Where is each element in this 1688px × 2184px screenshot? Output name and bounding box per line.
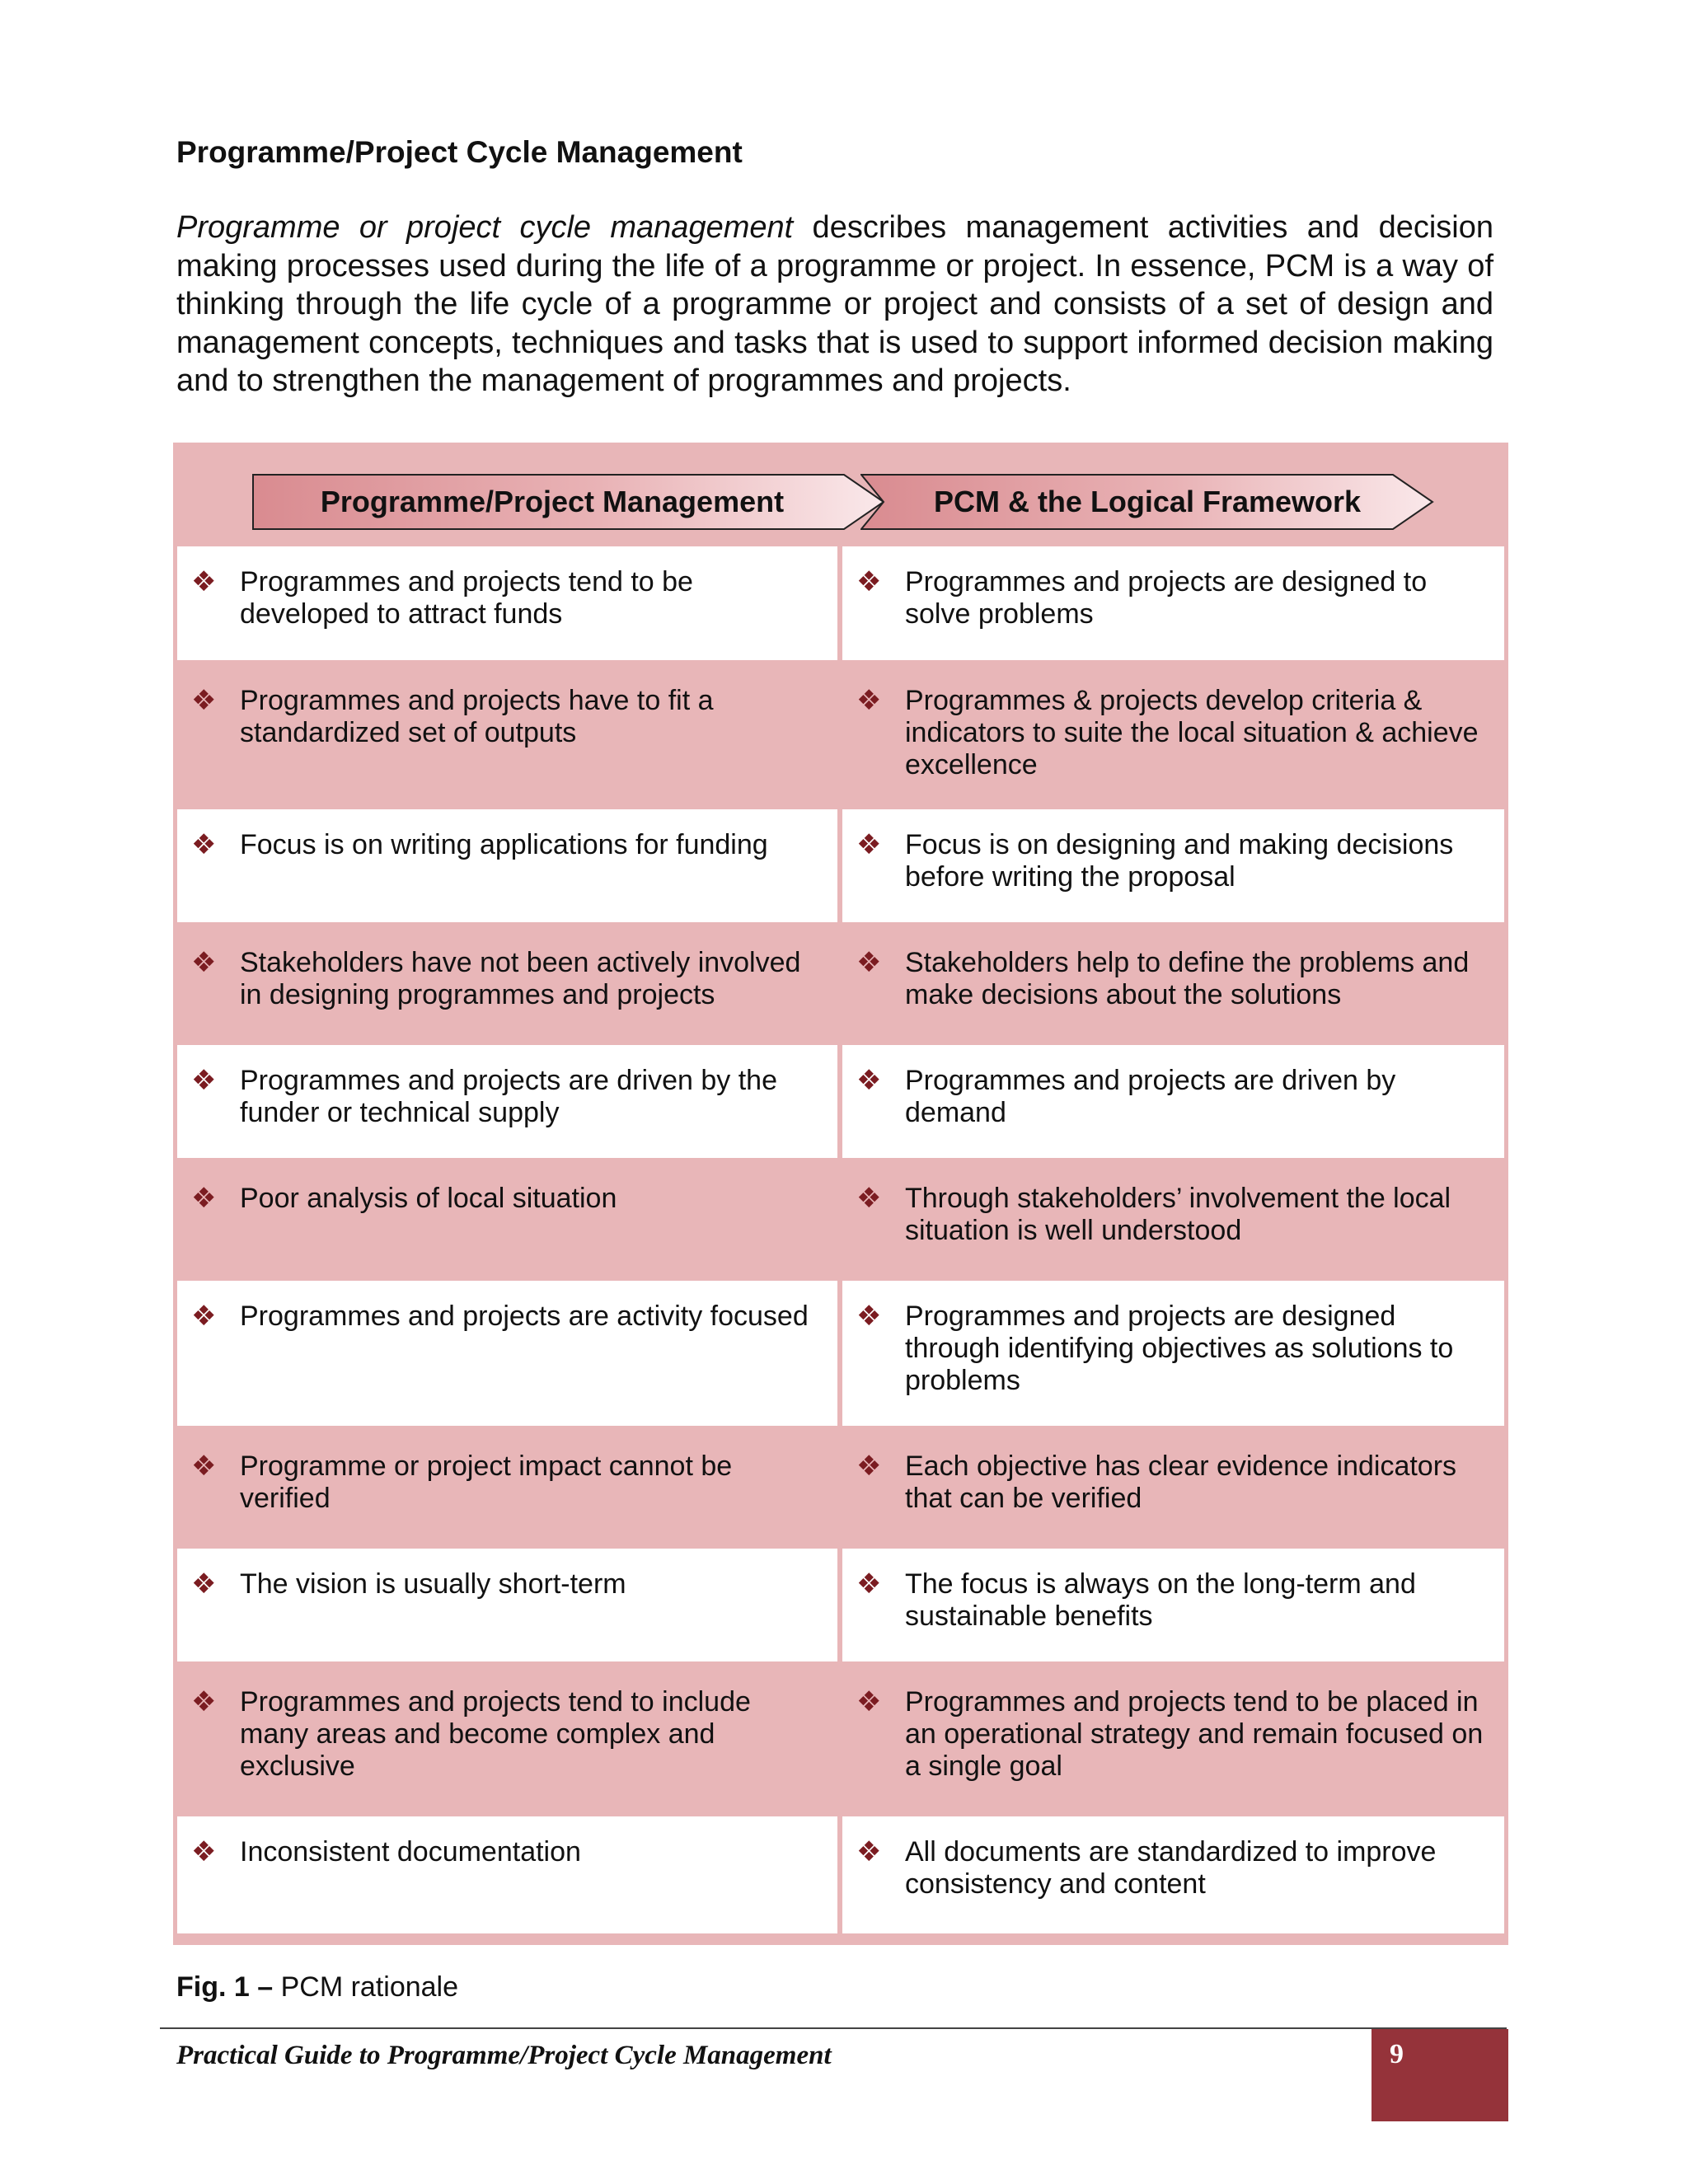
table-row — [177, 809, 1504, 922]
table-cell-right — [842, 1816, 1504, 1933]
cell-text: Programmes and projects tend to be developed to attract funds — [240, 566, 693, 630]
cell-text: Programmes and projects are driven by the funder or technical supply — [240, 1065, 777, 1128]
footer-title: Practical Guide to Programme/Project Cycle Management — [176, 2041, 832, 2070]
table-cell-left — [177, 1431, 837, 1544]
cell-text: Programmes & projects develop criteria & indicators to suite the local situation & achieve excellence — [905, 685, 1479, 780]
table-cell-left — [177, 1163, 837, 1276]
bullet-icon: ❖ — [191, 1835, 217, 1868]
bullet-icon: ❖ — [191, 1182, 217, 1215]
table-cell-right — [842, 1281, 1504, 1426]
table-cell-left — [177, 1816, 837, 1933]
cell-text: Focus is on writing applications for funding — [240, 829, 768, 860]
bullet-icon: ❖ — [856, 1300, 882, 1333]
cell-text: Stakeholders help to define the problems and make decisions about the solutions — [905, 947, 1470, 1010]
page-heading: Programme/Project Cycle Management — [176, 135, 743, 169]
caption-text: PCM rationale — [273, 1971, 459, 2003]
table-cell-right — [842, 1045, 1504, 1158]
figure-caption — [176, 1971, 458, 2004]
header-right-label: PCM & the Logical Framework — [933, 485, 1362, 518]
bullet-icon: ❖ — [856, 1568, 882, 1601]
table-cell-left — [177, 665, 837, 804]
bullet-icon: ❖ — [856, 1182, 882, 1215]
intro-body: describes management activities and decision making processes used during the life of a programme or project. In essence, PCM is a way of thinking through the life cycle of a programme or project and consists of a set of design and management concepts, techniques and tasks that is used to support informed decision making and to strengthen the management of programmes and projects. — [176, 210, 1493, 398]
cell-text: Inconsistent documentation — [240, 1836, 581, 1868]
cell-text: Programmes and projects are driven by demand — [905, 1065, 1396, 1128]
table-row — [177, 1549, 1504, 1661]
bullet-icon: ❖ — [191, 946, 217, 979]
bullet-icon: ❖ — [191, 1064, 217, 1097]
cell-text: The vision is usually short-term — [240, 1568, 626, 1600]
bullet-icon: ❖ — [191, 1300, 217, 1333]
table-cell-right — [842, 1431, 1504, 1544]
bullet-icon: ❖ — [191, 1450, 217, 1483]
page-number: 9 — [1390, 2039, 1404, 2069]
table-rows — [177, 546, 1504, 1938]
table-row — [177, 927, 1504, 1040]
cell-text: The focus is always on the long-term and sustainable benefits — [905, 1568, 1416, 1632]
table-cell-right — [842, 1666, 1504, 1811]
table-cell-right — [842, 665, 1504, 804]
table-row — [177, 1816, 1504, 1933]
bullet-icon: ❖ — [191, 828, 217, 861]
table-row — [177, 1045, 1504, 1158]
bullet-icon: ❖ — [856, 946, 882, 979]
table-cell-right — [842, 1549, 1504, 1661]
table-row — [177, 1666, 1504, 1811]
bullet-icon: ❖ — [856, 1835, 882, 1868]
table-cell-left — [177, 546, 837, 660]
bullet-icon: ❖ — [856, 565, 882, 598]
table-row — [177, 546, 1504, 660]
cell-text: Through stakeholders’ involvement the local situation is well understood — [905, 1183, 1451, 1246]
cell-text: Programmes and projects have to fit a standardized set of outputs — [240, 685, 714, 748]
page-number-box — [1372, 2029, 1508, 2121]
table-cell-left — [177, 1666, 837, 1811]
cell-text: All documents are standardized to improve consistency and content — [905, 1836, 1437, 1900]
table-cell-left — [177, 1281, 837, 1426]
table-row — [177, 665, 1504, 804]
bullet-icon: ❖ — [856, 828, 882, 861]
cell-text: Programme or project impact cannot be verified — [240, 1451, 733, 1514]
bullet-icon: ❖ — [856, 684, 882, 717]
bullet-icon: ❖ — [191, 1685, 217, 1718]
bullet-icon: ❖ — [856, 1450, 882, 1483]
bullet-icon: ❖ — [856, 1064, 882, 1097]
header-left-arrow — [252, 474, 885, 530]
cell-text: Programmes and projects are designed through identifying objectives as solutions to problems — [905, 1301, 1454, 1396]
cell-text: Programmes and projects are activity focused — [240, 1301, 809, 1332]
table-cell-left — [177, 927, 837, 1040]
footer-divider — [160, 2027, 1507, 2029]
table-cell-right — [842, 809, 1504, 922]
caption-label: Fig. 1 – — [176, 1971, 274, 2003]
cell-text: Each objective has clear evidence indicators that can be verified — [905, 1451, 1457, 1514]
cell-text: Focus is on designing and making decisions before writing the proposal — [905, 829, 1454, 893]
header-left-label: Programme/Project Management — [320, 485, 785, 518]
intro-paragraph — [176, 209, 1493, 401]
bullet-icon: ❖ — [191, 684, 217, 717]
intro-italic-lead: Programme or project cycle management — [176, 210, 794, 245]
table-row — [177, 1431, 1504, 1544]
cell-text: Stakeholders have not been actively involved in designing programmes and projects — [240, 947, 801, 1010]
table-cell-right — [842, 546, 1504, 660]
cell-text: Programmes and projects tend to include many areas and become complex and exclusive — [240, 1686, 751, 1782]
header-right-arrow — [860, 474, 1434, 530]
bullet-icon: ❖ — [191, 565, 217, 598]
table-cell-right — [842, 927, 1504, 1040]
table-row — [177, 1281, 1504, 1426]
table-cell-right — [842, 1163, 1504, 1276]
bullet-icon: ❖ — [856, 1685, 882, 1718]
table-cell-left — [177, 1045, 837, 1158]
cell-text: Poor analysis of local situation — [240, 1183, 617, 1214]
bullet-icon: ❖ — [191, 1568, 217, 1601]
table-row — [177, 1163, 1504, 1276]
table-cell-left — [177, 809, 837, 922]
cell-text: Programmes and projects tend to be placed in an operational strategy and remain focused on a single goal — [905, 1686, 1484, 1782]
table-cell-left — [177, 1549, 837, 1661]
cell-text: Programmes and projects are designed to solve problems — [905, 566, 1428, 630]
pcm-rationale-table — [173, 443, 1508, 1945]
